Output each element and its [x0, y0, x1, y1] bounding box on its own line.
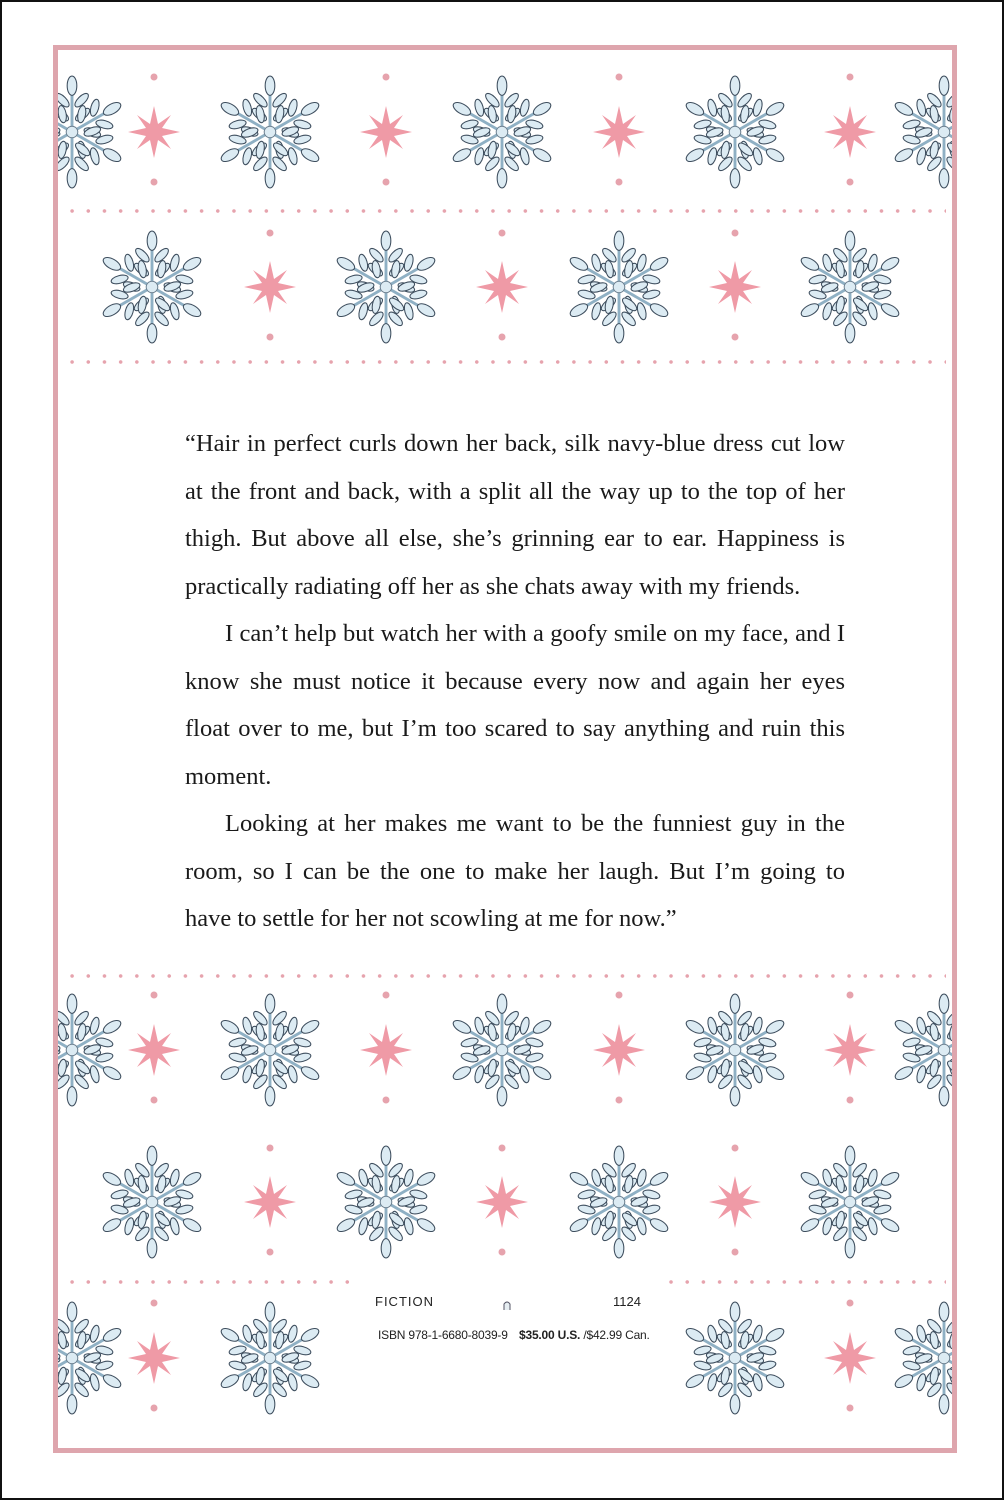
snowflake-icon	[890, 992, 957, 1108]
dot-icon	[151, 992, 158, 999]
snowflake-icon	[796, 229, 904, 345]
snowflake-icon	[332, 1144, 440, 1260]
dot-icon	[151, 1097, 158, 1104]
dot-icon	[847, 1097, 854, 1104]
star-icon	[823, 1331, 877, 1385]
publisher-mark-icon	[503, 1300, 511, 1310]
dot-icon	[267, 1145, 274, 1152]
dot-icon	[847, 992, 854, 999]
dot-icon	[847, 1300, 854, 1307]
dot-icon	[732, 230, 739, 237]
excerpt-line: Looking at her makes me want to be the funniest guy in the	[225, 810, 845, 837]
dot-icon	[151, 179, 158, 186]
snowflake-icon	[332, 229, 440, 345]
dot-icon	[267, 1249, 274, 1256]
excerpt-line: I know she must notice it because every now and again her eyes	[185, 620, 845, 695]
price-separator: /	[580, 1328, 587, 1342]
snowflake-icon	[565, 229, 673, 345]
dot-icon	[499, 1249, 506, 1256]
snowflake-icon	[98, 1144, 206, 1260]
dot-icon	[267, 334, 274, 341]
excerpt-line: room, so I can be the one to make her laugh. But I’m going to	[185, 857, 845, 885]
dot-icon	[383, 1097, 390, 1104]
dot-icon	[847, 74, 854, 81]
dot-icon	[732, 1145, 739, 1152]
excerpt-paragraph-2	[185, 610, 845, 753]
excerpt-line: at the front and back, with a split all the way up to the top of her	[185, 477, 845, 505]
snowflake-icon	[890, 74, 957, 190]
dot-icon	[847, 1405, 854, 1412]
excerpt-paragraph-1-end	[185, 563, 845, 611]
snowflake-icon	[890, 1300, 957, 1416]
excerpt-line: have to settle for her not scowling at me for now.”	[185, 905, 677, 932]
snowflake-icon	[796, 1144, 904, 1260]
snowflake-icon	[216, 1300, 324, 1416]
dot-icon	[616, 1097, 623, 1104]
dot-icon	[847, 179, 854, 186]
snowflake-icon	[53, 1300, 126, 1416]
star-icon	[359, 105, 413, 159]
pink-border	[53, 45, 957, 1453]
price-us: $35.00 U.S.	[519, 1328, 581, 1342]
snowflake-icon	[681, 1300, 789, 1416]
star-icon	[823, 1023, 877, 1077]
isbn: ISBN 978-1-6680-8039-9	[378, 1328, 508, 1342]
star-icon	[475, 1175, 529, 1229]
dot-icon	[499, 334, 506, 341]
star-icon	[243, 1175, 297, 1229]
excerpt-paragraph-1	[185, 420, 845, 563]
star-icon	[823, 105, 877, 159]
star-icon	[243, 260, 297, 314]
snowflake-icon	[216, 992, 324, 1108]
category-label: FICTION	[375, 1294, 434, 1309]
dot-icon	[499, 1145, 506, 1152]
dotted-divider	[64, 974, 946, 978]
dotted-divider	[64, 360, 946, 364]
dot-icon	[616, 179, 623, 186]
excerpt-line: practically radiating off her as she chats away with my friends.	[185, 572, 801, 600]
dot-icon	[151, 1300, 158, 1307]
snowflake-icon	[53, 74, 126, 190]
dot-icon	[383, 179, 390, 186]
dot-icon	[151, 74, 158, 81]
snowflake-icon	[565, 1144, 673, 1260]
dot-icon	[732, 1249, 739, 1256]
price-can: $42.99 Can.	[586, 1328, 650, 1342]
snowflake-icon	[98, 229, 206, 345]
star-icon	[127, 1023, 181, 1077]
star-icon	[127, 105, 181, 159]
dot-icon	[732, 334, 739, 341]
star-icon	[592, 1023, 646, 1077]
star-icon	[592, 105, 646, 159]
dot-icon	[151, 1405, 158, 1412]
dot-icon	[383, 992, 390, 999]
excerpt	[185, 420, 845, 943]
snowflake-icon	[448, 992, 556, 1108]
dot-icon	[383, 74, 390, 81]
dotted-divider	[64, 209, 946, 213]
snowflake-icon	[216, 74, 324, 190]
star-icon	[359, 1023, 413, 1077]
excerpt-line: float over to me, but I’m too scared to say anything and ruin this	[185, 715, 845, 742]
dot-icon	[499, 230, 506, 237]
snowflake-icon	[448, 74, 556, 190]
excerpt-paragraph-3-end	[185, 895, 845, 943]
star-icon	[475, 260, 529, 314]
price	[519, 1328, 650, 1342]
excerpt-paragraph-2-end	[185, 753, 845, 801]
excerpt-line: I can’t help but watch her with a goofy smile on my face, and	[225, 620, 831, 647]
snowflake-icon	[681, 992, 789, 1108]
excerpt-line: “Hair in perfect curls down her back, silk navy-blue dress cut low	[185, 430, 845, 457]
star-icon	[708, 260, 762, 314]
dot-icon	[267, 230, 274, 237]
star-icon	[708, 1175, 762, 1229]
barcode-area	[358, 1280, 658, 1430]
price-code: 1124	[613, 1294, 641, 1309]
excerpt-line: moment.	[185, 762, 272, 790]
excerpt-paragraph-3	[185, 800, 845, 895]
excerpt-line: thigh. But above all else, she’s grinning ear to ear. Happiness is	[185, 525, 845, 552]
snowflake-icon	[53, 992, 126, 1108]
star-icon	[127, 1331, 181, 1385]
dot-icon	[616, 74, 623, 81]
snowflake-icon	[681, 74, 789, 190]
dot-icon	[616, 992, 623, 999]
